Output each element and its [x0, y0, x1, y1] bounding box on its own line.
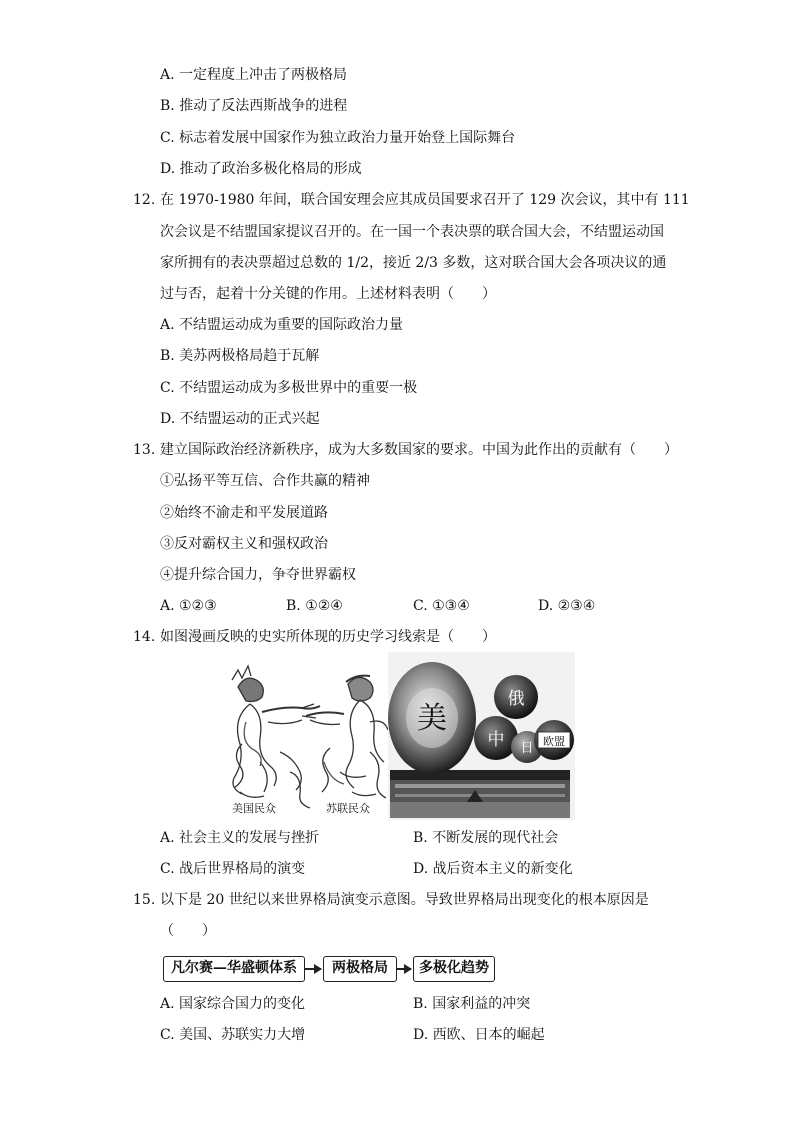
q13-option-a: A. ①②③ — [160, 598, 217, 614]
flow-box-versailles-washington: 凡尔赛—华盛顿体系 — [163, 956, 305, 982]
q12-number: 12. — [133, 192, 156, 208]
q15-stem: 以下是 20 世纪以来世界格局演变示意图。导致世界格局出现变化的根本原因是 — [160, 892, 649, 908]
q13-option-c: C. ①③④ — [413, 598, 470, 614]
q11-option-a: A. 一定程度上冲击了两极格局 — [160, 67, 348, 83]
q14-option-a: A. 社会主义的发展与挫折 — [160, 830, 320, 846]
q14-number: 14. — [133, 629, 156, 645]
q15-answer-bracket: （ ） — [160, 923, 216, 939]
q12-stem-line-1: 在 1970-1980 年间，联合国安理会应其成员国要求召开了 129 次会议，其中有 111 — [160, 192, 690, 208]
ball-ussr-label: 俄 — [507, 689, 525, 709]
q11-option-d: D. 推动了政治多极化格局的形成 — [160, 161, 362, 177]
flow-arrow-1 — [305, 968, 321, 970]
flow-box-bipolar: 两极格局 — [323, 956, 397, 982]
q12-option-d: D. 不结盟运动的正式兴起 — [160, 411, 320, 427]
q11-option-c: C. 标志着发展中国家作为独立政治力量开始登上国际舞台 — [160, 130, 516, 146]
ball-eu-label: 欧盟 — [543, 735, 565, 748]
q13-item-1: ①弘扬平等互信、合作共赢的精神 — [160, 473, 370, 489]
q12-option-c: C. 不结盟运动成为多极世界中的重要一极 — [160, 380, 418, 396]
flow-box-multipolar: 多极化趋势 — [413, 956, 495, 982]
ball-us-label: 美 — [417, 701, 447, 736]
ball-japan-label: 日 — [520, 741, 534, 756]
q14-option-c: C. 战后世界格局的演变 — [160, 861, 306, 877]
q13-option-d: D. ②③④ — [538, 598, 596, 614]
q12-option-a: A. 不结盟运动成为重要的国际政治力量 — [160, 317, 404, 333]
q13-number: 13. — [133, 442, 156, 458]
q15-option-c: C. 美国、苏联实力大增 — [160, 1027, 306, 1043]
q13-item-2: ②始终不渝走和平发展道路 — [160, 505, 328, 521]
q15-number: 15. — [133, 892, 156, 908]
q14-option-d: D. 战后资本主义的新变化 — [413, 861, 573, 877]
q13-item-4: ④提升综合国力，争夺世界霸权 — [160, 567, 356, 583]
q13-option-b: B. ①②④ — [286, 598, 343, 614]
q15-option-d: D. 西欧、日本的崛起 — [413, 1027, 545, 1043]
q12-stem-line-4: 过与否，起着十分关键的作用。上述材料表明（ ） — [160, 286, 496, 302]
q15-option-b: B. 国家利益的冲突 — [413, 996, 531, 1012]
label-ussr-public: 苏联民众 — [326, 802, 370, 815]
q14-cartoon-image — [220, 652, 575, 820]
q14-option-b: B. 不断发展的现代社会 — [413, 830, 559, 846]
ussr-public-figure — [306, 676, 388, 798]
us-public-figure — [232, 666, 320, 808]
q15-option-a: A. 国家综合国力的变化 — [160, 996, 306, 1012]
q12-stem-line-2: 次会议是不结盟国家提议召开的。在一国一个表决票的联合国大会，不结盟运动国 — [160, 224, 664, 240]
flow-arrow-2 — [397, 968, 411, 970]
q13-stem: 建立国际政治经济新秩序，成为大多数国家的要求。中国为此作出的贡献有（ ） — [160, 442, 678, 458]
ball-china-label: 中 — [487, 730, 505, 750]
balance-scale — [390, 770, 570, 818]
q12-stem-line-3: 家所拥有的表决票超过总数的 1/2，接近 2/3 多数，这对联合国大会各项决议的通 — [160, 255, 667, 271]
q13-item-3: ③反对霸权主义和强权政治 — [160, 536, 328, 552]
label-us-public: 美国民众 — [232, 802, 276, 815]
q14-stem: 如图漫画反映的史实所体现的历史学习线索是（ ） — [160, 629, 496, 645]
q11-option-b: B. 推动了反法西斯战争的进程 — [160, 98, 348, 114]
q13-options-row — [160, 596, 660, 616]
q12-option-b: B. 美苏两极格局趋于瓦解 — [160, 348, 320, 364]
